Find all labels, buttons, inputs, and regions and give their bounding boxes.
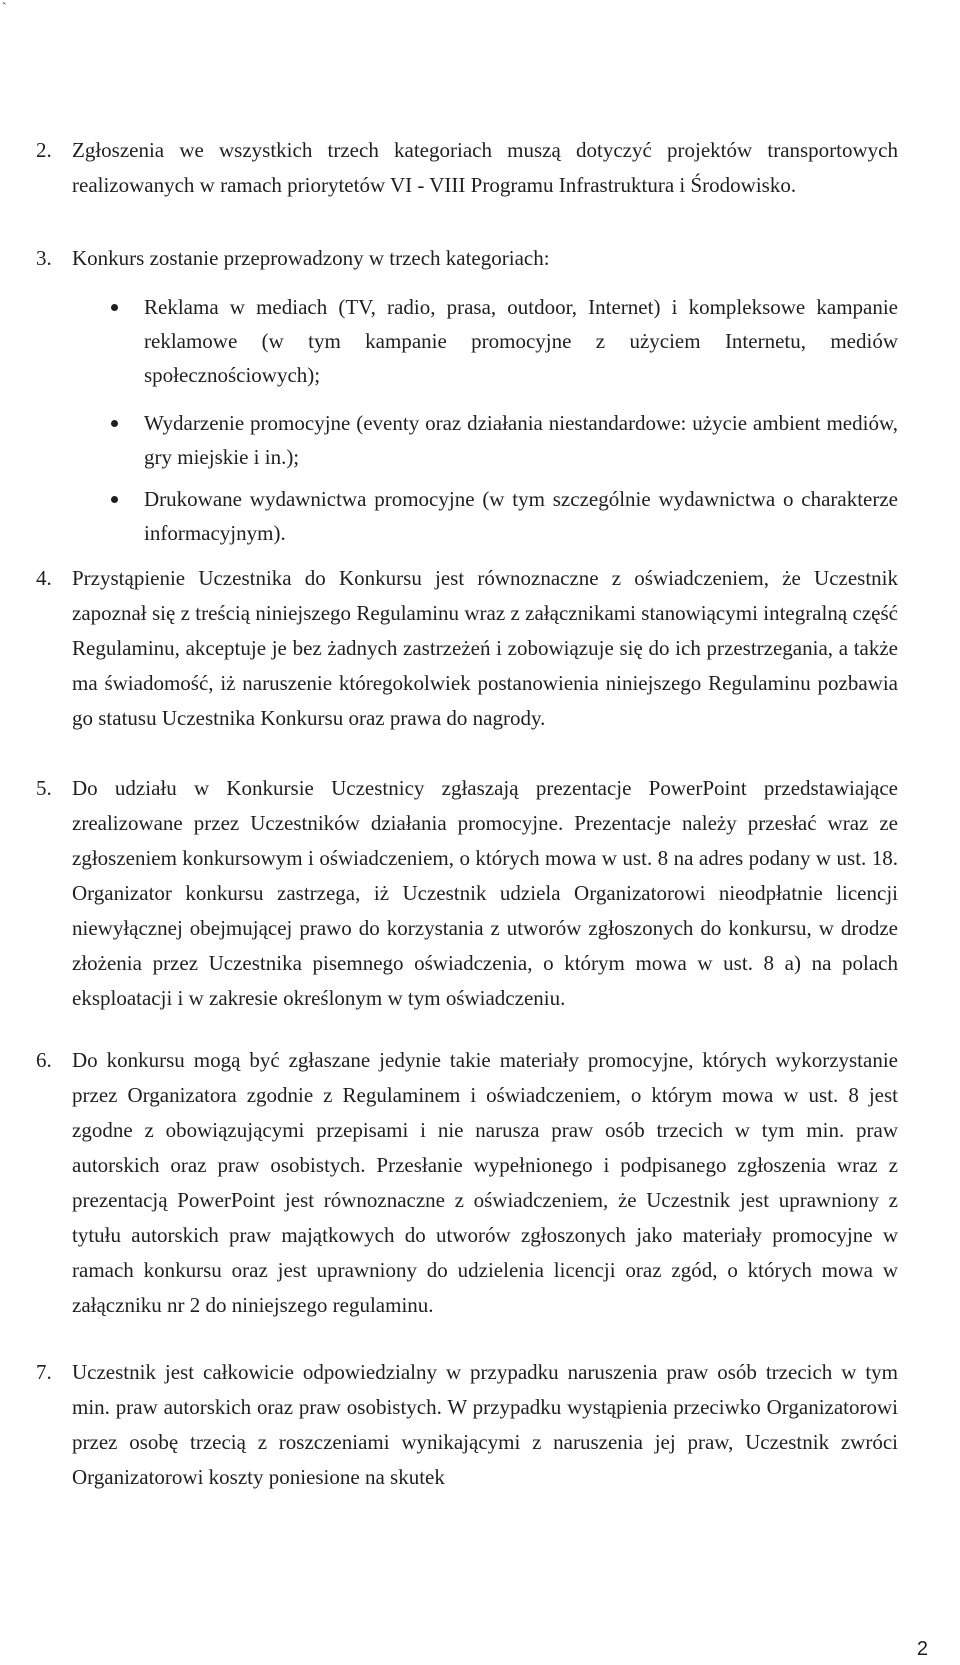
item-number: 7. xyxy=(36,1360,52,1384)
bullet-text: Wydarzenie promocyjne (eventy oraz działania niestandardowe: użycie ambient mediów, gry miejskie i in.); xyxy=(144,411,898,469)
bullet-dot-icon xyxy=(111,304,118,311)
item-text: Uczestnik jest całkowicie odpowiedzialny w przypadku naruszenia praw osób trzecich w tym min. praw autorskich oraz praw osobistych. W przypadku wystąpienia przeciwko Organizatorowi przez osobę trzecią z roszczeniami wynikającymi z naruszenia jej praw, Uczestnik zwróci Organizatorowi koszty poniesione na skutek xyxy=(72,1360,898,1489)
item-text: Do udziału w Konkursie Uczestnicy zgłaszają prezentacje PowerPoint przedstawiające zrealizowane przez Uczestników działania promocyjne. Prezentacje należy przesłać wraz ze zgłoszeniem konkursowym i oświadczeniem, o których mowa w ust. 8 na adres podany w ust. 18. Organizator konkursu zastrzega, iż Uczestnik udziela Organizatorowi nieodpłatnie licencji niewyłącznej obejmującej prawo do korzystania z utworów zgłoszonych do konkursu, w drodze złożenia przez Uczestnika pisemnego oświadczenia, o którym mowa w ust. 8 a) na polach eksploatacji i w zakresie określonym w tym oświadczeniu. xyxy=(72,776,898,1010)
item-number: 6. xyxy=(36,1048,52,1072)
item-number: 5. xyxy=(36,776,52,800)
item-number: 3. xyxy=(36,246,52,270)
item-text: Zgłoszenia we wszystkich trzech kategoriach muszą dotyczyć projektów transportowych realizowanych w ramach priorytetów VI - VIII Programu Infrastruktura i Środowisko. xyxy=(72,138,898,197)
item-text: Do konkursu mogą być zgłaszane jedynie takie materiały promocyjne, których wykorzystanie przez Organizatora zgodnie z Regulaminem i oświadczeniem, o którym mowa w ust. 8 jest zgodne z obowiązującymi przepisami i nie narusza praw osób trzecich w tym min. praw autorskich oraz praw osobistych. Przesłanie wypełnionego i podpisanego zgłoszenia wraz z prezentacją PowerPoint jest równoznaczne z oświadczeniem, że Uczestnik jest uprawniony z tytułu autorskich praw majątkowych do utworów zgłoszonych jako materiały promocyjne w ramach konkursu oraz jest uprawniony do udzielenia licencji oraz zgód, o których mowa w załączniku nr 2 do niniejszego regulaminu. xyxy=(72,1048,898,1317)
item-text: Konkurs zostanie przeprowadzony w trzech kategoriach: xyxy=(72,246,550,270)
page-number: 2 xyxy=(916,1638,928,1660)
item-number: 4. xyxy=(36,566,52,590)
bullet-dot-icon xyxy=(111,420,118,427)
bullet-text: Reklama w mediach (TV, radio, prasa, outdoor, Internet) i kompleksowe kampanie reklamowe (w tym kampanie promocyjne z użyciem Internetu, mediów społecznościowych); xyxy=(144,295,898,387)
item-number: 2. xyxy=(36,138,52,162)
bullet-dot-icon xyxy=(111,496,118,503)
item-text: Przystąpienie Uczestnika do Konkursu jest równoznaczne z oświadczeniem, że Uczestnik zapoznał się z treścią niniejszego Regulaminu wraz z załącznikami stanowiącymi integralną część Regulaminu, akceptuje je bez żadnych zastrzeżeń i zobowiązuje się do ich przestrzegania, a także ma świadomość, iż naruszenie któregokolwiek postanowienia niniejszego Regulaminu pozbawia go statusu Uczestnika Konkursu oraz prawa do nagrody. xyxy=(72,566,898,730)
bullet-text: Drukowane wydawnictwa promocyjne (w tym szczególnie wydawnictwa o charakterze informacyjnym). xyxy=(144,487,898,545)
corner-mark: ` xyxy=(2,1,7,16)
